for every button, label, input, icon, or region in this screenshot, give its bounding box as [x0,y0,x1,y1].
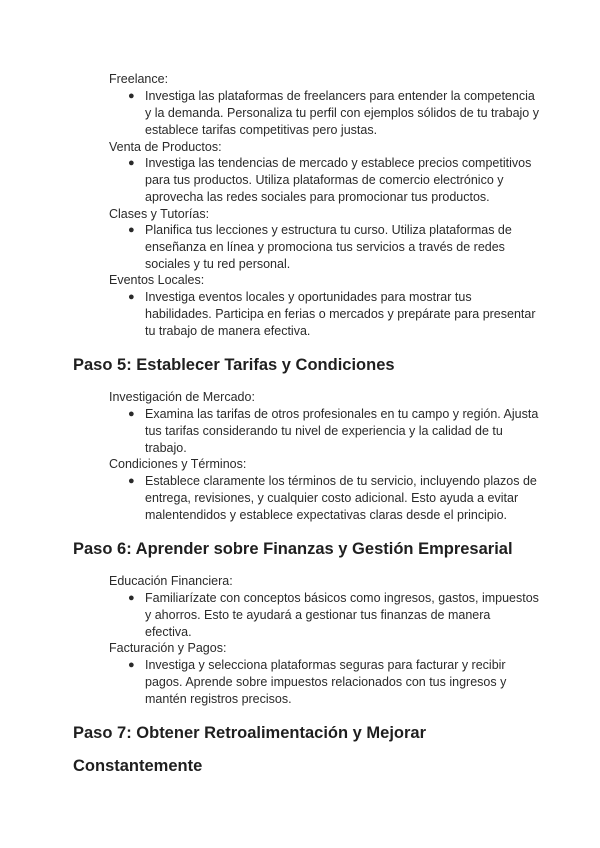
bullet-icon: ● [128,659,135,671]
bullet-icon: ● [128,157,135,169]
list-item-text: Planifica tus lecciones y estructura tu curso. Utiliza plataformas de enseñanza en línea y promociona tus servicios a través de redes sociales y tu red personal. [145,223,512,271]
section-heading-paso-6: Paso 6: Aprender sobre Finanzas y Gestión Empresarial [73,540,513,558]
list-item [128,155,540,206]
list-item [128,88,540,139]
subheading-facturacion-pagos: Facturación y Pagos: [109,641,227,655]
bullet-icon: ● [128,90,135,102]
list-item-text: Investiga y selecciona plataformas seguras para facturar y recibir pagos. Aprende sobre impuestos relacionados con tus ingresos y mantén registros precisos. [145,658,507,706]
bullet-icon: ● [128,224,135,236]
list-item [128,289,540,340]
list-item [128,406,540,457]
bullet-icon: ● [128,408,135,420]
section-heading-paso-5: Paso 5: Establecer Tarifas y Condiciones [73,356,395,374]
subheading-investigacion-mercado: Investigación de Mercado: [109,390,255,404]
list-item-text: Establece claramente los términos de tu servicio, incluyendo plazos de entrega, revisiones, y cualquier costo adicional. Esto ayuda a evitar malentendidos y establece expectativas claras desde el principio. [145,474,537,522]
list-item [128,222,540,273]
list-item [128,473,540,524]
subheading-eventos-locales: Eventos Locales: [109,273,205,287]
bullet-icon: ● [128,475,135,487]
list-item-text: Investiga eventos locales y oportunidades para mostrar tus habilidades. Participa en ferias o mercados y prepárate para presentar tu trabajo de manera efectiva. [145,290,536,338]
list-item-text: Investiga las tendencias de mercado y establece precios competitivos para tus productos. Utiliza plataformas de comercio electrónico y aprovecha las redes sociales para promocionar tus productos. [145,156,532,204]
subheading-freelance: Freelance: [109,72,169,86]
list-item-text: Investiga las plataformas de freelancers para entender la competencia y la demanda. Personaliza tu perfil con ejemplos sólidos de tu trabajo y establece tarifas competitivas pero justas. [145,89,539,137]
subheading-condiciones-terminos: Condiciones y Términos: [109,457,247,471]
section-heading-paso-7: Paso 7: Obtener Retroalimentación y Mejorar Constantemente [73,724,427,775]
subheading-clases-tutorias: Clases y Tutorías: [109,207,210,221]
list-item-text: Examina las tarifas de otros profesionales en tu campo y región. Ajusta tus tarifas considerando tu nivel de experiencia y la calidad de tu trabajo. [145,407,539,455]
list-item [128,590,540,641]
bullet-icon: ● [128,291,135,303]
list-item [128,657,540,708]
subheading-venta-productos: Venta de Productos: [109,140,222,154]
list-item-text: Familiarízate con conceptos básicos como ingresos, gastos, impuestos y ahorros. Esto te ayudará a gestionar tus finanzas de manera efectiva. [145,591,539,639]
bullet-icon: ● [128,592,135,604]
subheading-educacion-financiera: Educación Financiera: [109,574,233,588]
